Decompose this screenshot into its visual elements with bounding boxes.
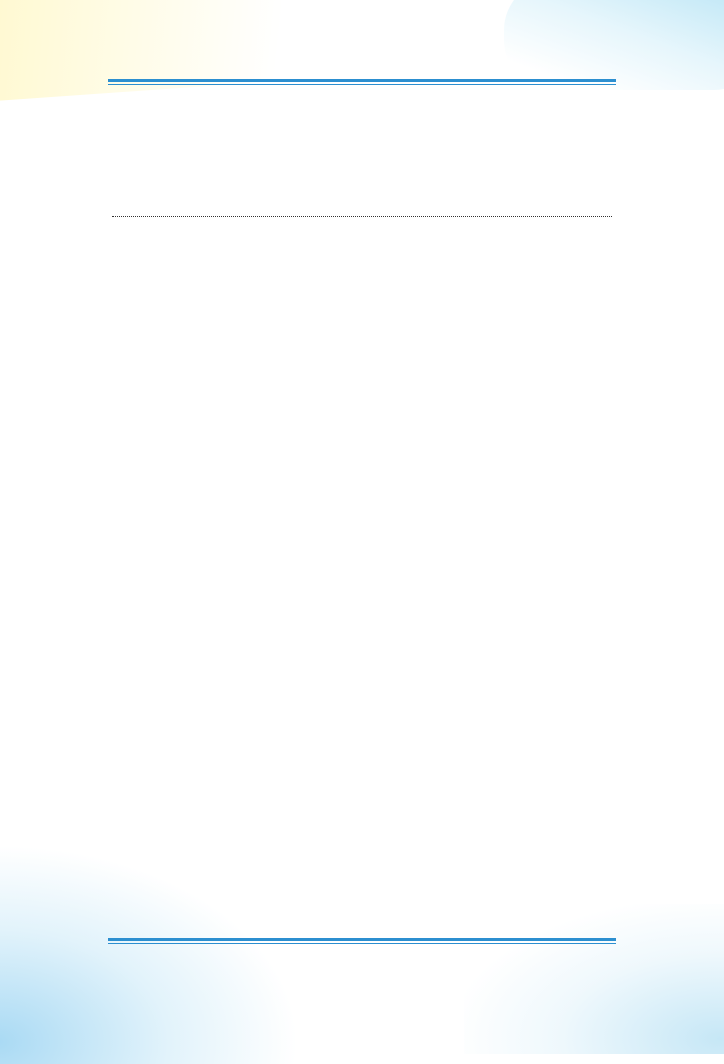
footer-rule-thin	[108, 943, 616, 944]
toc-para-line-2	[110, 169, 614, 198]
table-of-contents	[110, 140, 614, 226]
toc-paragraph-entry[interactable]	[110, 140, 614, 226]
toc-para-line-1	[110, 140, 614, 169]
page-footer	[0, 946, 724, 960]
decor-swash-bottom-right	[464, 904, 724, 1054]
header-rule-thin	[108, 84, 616, 85]
header-rule	[108, 79, 616, 82]
toc-leader-dots	[112, 216, 612, 217]
footer-rule	[108, 938, 616, 941]
page-header	[108, 50, 616, 88]
